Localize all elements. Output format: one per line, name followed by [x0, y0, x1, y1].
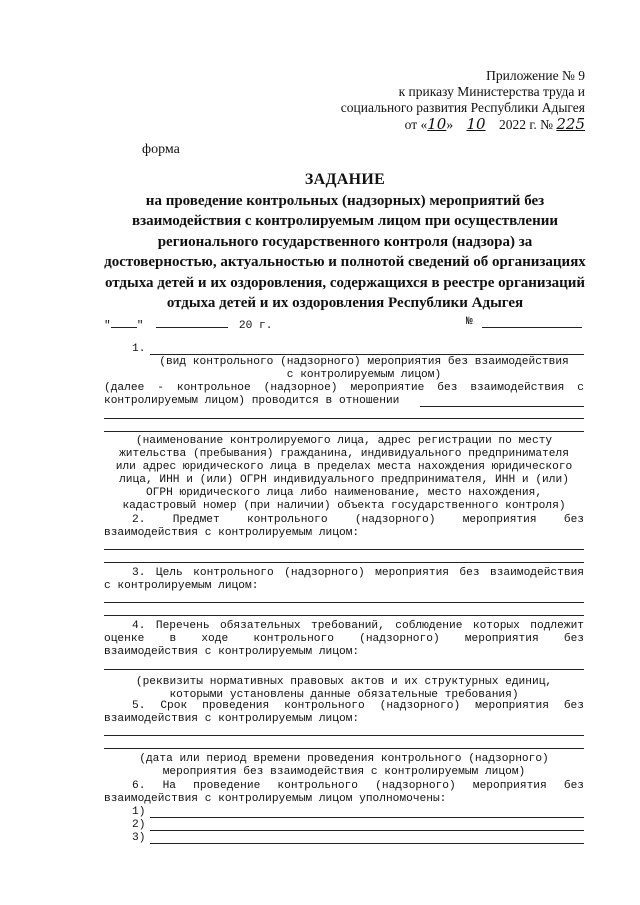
item-2-text: взаимодействия с контролируемым лицом: [104, 527, 360, 539]
blank-line[interactable] [104, 735, 584, 736]
blank-line[interactable] [104, 431, 584, 432]
item-1-text: контролируемым лицом) проводится в отношении [104, 395, 400, 407]
date-mid: » [446, 117, 454, 132]
ministry-line: социального развития Республики Адыгея [340, 100, 585, 115]
title-line: на проведение контрольных (надзорных) мероприятий без [145, 192, 545, 209]
day-blank[interactable] [111, 316, 137, 328]
blank-line[interactable] [104, 549, 584, 550]
month-blank[interactable] [156, 316, 228, 328]
quote-open: " [104, 320, 111, 332]
blank-line[interactable] [104, 418, 584, 419]
item-5-text: взаимодействия с контролируемым лицом: [104, 713, 360, 725]
order-year: 2022 г. № [498, 117, 553, 132]
number-sign: № [466, 316, 473, 328]
blank-line[interactable] [104, 562, 584, 563]
order-date-line [405, 116, 585, 133]
item-4-text: оценке в ходе контрольного (надзорного) мероприятия без [104, 633, 584, 645]
item-1-caption: (вид контрольного (надзорного) мероприятия без взаимодействия [159, 356, 569, 368]
authorized-person-blank[interactable] [150, 843, 584, 844]
item-1 [104, 343, 584, 513]
item-2 [104, 514, 584, 563]
order-month: 10 [466, 115, 486, 133]
title-line: регионального государственного контроля (надзора) за [157, 233, 533, 250]
item-1-text: (далее - контрольное (надзорное) мероприятие без взаимодействия с [104, 382, 584, 394]
item-1-subject-blank[interactable] [420, 406, 584, 407]
item-4-caption: которыми установлены данные обязательные требования) [169, 689, 519, 701]
item-3 [104, 567, 584, 616]
item-3-text: 3. Цель контрольного (надзорного) мероприятия без взаимодействия [132, 567, 584, 579]
item-5-caption: (дата или период времени проведения контрольного (надзорного) [139, 753, 549, 765]
item-4-text: 4. Перечень обязательных требований, соблюдение которых подлежит [132, 620, 584, 632]
item-1-caption: лица, ИНН и (или) ОГРН индивидуального предпринимателя, ИНН и (или) [119, 474, 569, 486]
item-4-text: взаимодействия с контролируемым лицом: [104, 646, 360, 658]
authorized-person-blank[interactable] [150, 830, 584, 831]
item-2-text: 2. Предмет контрольного (надзорного) мероприятия без [132, 514, 584, 526]
order-ref-line: к приказу Министерства труда и [398, 84, 585, 99]
year-label: 20 г. [238, 320, 273, 332]
title-line: отдыха детей и их оздоровления Республики Адыгея [166, 295, 524, 311]
item-4 [104, 620, 584, 702]
item-1-caption: ОГРН юридического лица либо наименование, место нахождения, [145, 487, 543, 499]
title-line: отдыха детей и их оздоровления, содержащихся в реестре организаций [104, 274, 586, 291]
item-4-caption: (реквизиты нормативных правовых актов и их структурных единиц, [135, 676, 553, 688]
list-item [104, 832, 584, 845]
list-item-number: 3) [132, 832, 146, 844]
item-5 [104, 700, 584, 779]
item-5-caption: мероприятия без взаимодействия с контролируемым лицом) [162, 766, 526, 778]
item-1-caption: с контролируемым лицом) [286, 369, 442, 381]
item-3-text: с контролируемым лицом: [104, 580, 259, 592]
quote-close: " [136, 320, 144, 332]
order-day: 10 [427, 115, 447, 133]
item-1-caption: или адрес юридического лица в пределах места нахождения юридического [115, 461, 573, 473]
item-1-caption: жительства (пребывания) гражданина, индивидуального предпринимателя [119, 448, 569, 460]
blank-line[interactable] [104, 748, 584, 749]
date-prefix: от « [404, 117, 428, 132]
item-6-text: взаимодействия с контролируемым лицом уполномочены: [104, 793, 447, 805]
item-6-text: 6. На проведение контрольного (надзорного) мероприятия без [132, 780, 584, 792]
title-line: взаимодействия с контролируемым лицом при осуществлении [131, 213, 559, 229]
list-item-number: 2) [132, 819, 146, 831]
blank-line[interactable] [104, 602, 584, 603]
title-line: достоверностью, актуальностью и полнотой сведений об организациях [104, 254, 586, 270]
number-blank[interactable] [482, 316, 582, 328]
form-label: форма [142, 142, 180, 157]
document-header [341, 68, 585, 133]
date-number-row [104, 316, 584, 330]
order-number: 225 [556, 115, 585, 133]
list-item [104, 819, 584, 832]
item-1-caption: кадастровый номер (при наличии) объекта государственного контроля) [122, 500, 566, 512]
blank-line[interactable] [104, 615, 584, 616]
document-title [80, 170, 610, 314]
item-1-caption: (наименование контролируемого лица, адрес регистрации по месту [135, 435, 553, 447]
item-1-blank[interactable] [150, 354, 584, 355]
list-item [104, 806, 584, 819]
list-item-number: 1) [132, 806, 146, 818]
authorized-person-blank[interactable] [150, 817, 584, 818]
title-heading: ЗАДАНИЕ [304, 171, 386, 188]
item-6 [104, 780, 584, 845]
item-5-text: 5. Срок проведения контрольного (надзорного) мероприятия без [132, 700, 584, 712]
item-1-number: 1. [132, 343, 146, 355]
appendix-label: Приложение № 9 [486, 68, 585, 83]
blank-line[interactable] [104, 669, 584, 670]
